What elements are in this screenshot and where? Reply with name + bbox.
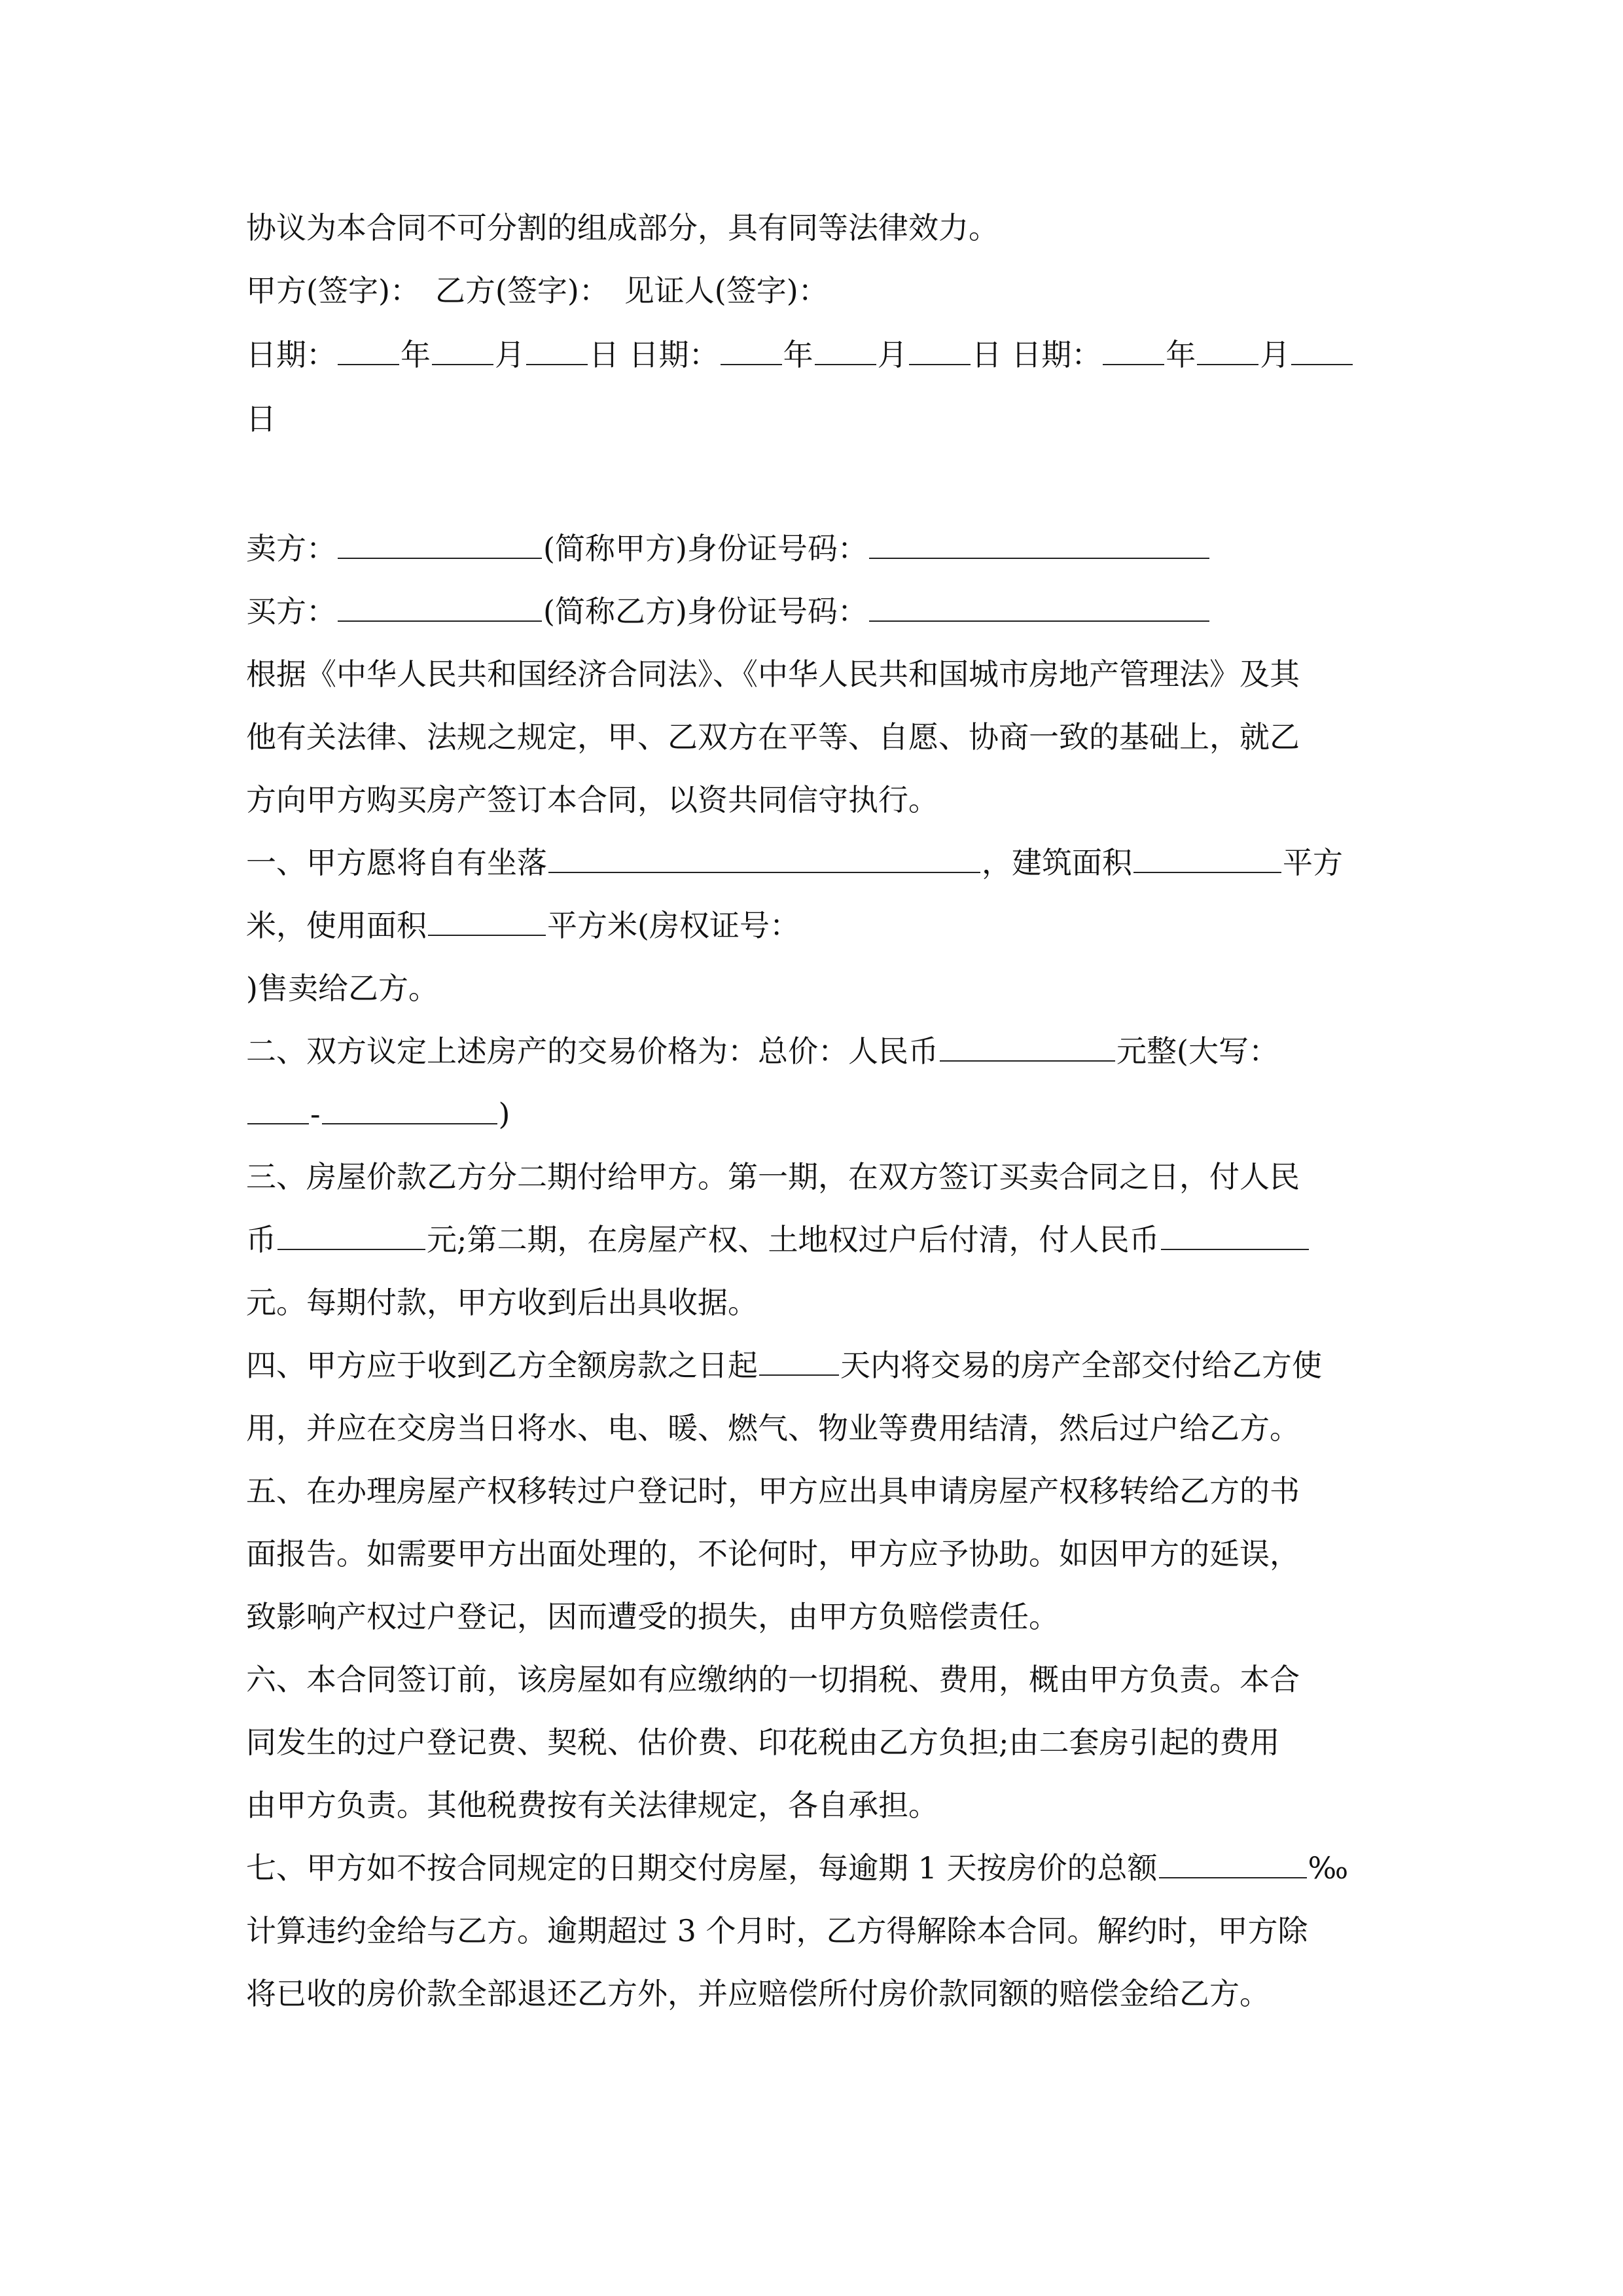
text: 日 [589,337,619,372]
text: ，建筑面积 [982,845,1132,880]
clause-7-line [246,1848,1348,1888]
text: 四、甲方应于收到乙方全额房款之日起 [246,1348,758,1383]
clause-4-line [246,1346,1322,1385]
text: 月 [495,337,525,372]
paragraph-line [246,780,938,819]
text: 同发生的过户登记费、契税、估价费、印花税由乙方负担;由二套房引起的费用 [246,1725,1280,1760]
text: ) [498,1096,510,1132]
text: 卖方： [246,531,336,566]
text: 三、房屋价款乙方分二期付给甲方。第一期，在双方签订买卖合同之日，付人民 [246,1159,1300,1194]
price-in-words-field[interactable] [322,1097,497,1124]
seller-name-field[interactable] [338,531,542,559]
clause-3-line [246,1157,1300,1196]
clause-3-line [246,1283,758,1322]
text: 五、在办理房屋产权移转过户登记时，甲方应出具申请房屋产权移转给乙方的书 [246,1473,1300,1509]
text: 米，使用面积 [246,908,427,943]
seller-line [246,529,1211,568]
text: 二、双方议定上述房产的交易价格为：总价：人民币 [246,1033,938,1069]
penalty-rate-field[interactable] [1159,1851,1307,1878]
text: 一、甲方愿将自有坐落 [246,845,547,880]
text: 他有关法律、法规之规定，甲、乙双方在平等、自愿、协商一致的基础上，就乙 [246,719,1300,755]
clause-7-line [246,1974,1270,2013]
text: (简称乙方)身份证号码： [543,594,868,629]
buyer-id-field[interactable] [869,594,1209,622]
text: 月 [1260,337,1291,372]
text: 面报告。如需要甲方出面处理的，不论何时，甲方应予协助。如因甲方的延误， [246,1536,1300,1571]
text: 币 [246,1222,276,1257]
signature-line [246,271,829,310]
first-payment-field[interactable] [277,1223,425,1250]
text: 方向甲方购买房产签订本合同，以资共同信守执行。 [246,782,938,817]
text: 天内将交易的房产全部交付给乙方使 [840,1348,1322,1383]
second-payment-field[interactable] [1161,1223,1309,1250]
blank-field[interactable] [338,338,399,365]
clause-2-line [246,1094,510,1134]
text: 甲方(签字)： 乙方(签字)： 见证人(签字)： [246,273,829,308]
blank-field[interactable] [432,338,493,365]
text: 六、本合同签订前，该房屋如有应缴纳的一切捐税、费用，概由甲方负责。本合 [246,1662,1300,1697]
text: 日 [971,337,1002,372]
clause-2-line [246,1031,1279,1071]
clause-6-line [246,1660,1300,1699]
clause-6-line [246,1723,1280,1762]
text: 元;第二期，在房屋产权、土地权过户后付清，付人民币 [427,1222,1160,1257]
buyer-line [246,592,1211,631]
text: )售卖给乙方。 [246,971,438,1006]
blank-field[interactable] [1197,338,1258,365]
blank-field[interactable] [1103,338,1164,365]
date-line [246,335,1354,374]
text: 由甲方负责。其他税费按有关法律规定，各自承担。 [246,1787,938,1823]
building-area-field[interactable] [1133,846,1281,873]
clause-1-line [246,906,800,945]
date-line-cont [246,399,276,439]
paragraph-line [246,655,1300,694]
seller-id-field[interactable] [869,531,1209,559]
buyer-name-field[interactable] [338,594,542,622]
text: (简称甲方)身份证号码： [543,531,868,566]
text: 元。每期付款，甲方收到后出具收据。 [246,1285,758,1320]
text: 七、甲方如不按合同规定的日期交付房屋，每逾期 1 天按房价的总额 [246,1850,1158,1886]
total-price-field[interactable] [940,1034,1115,1062]
text: 年 [783,337,813,372]
blank-field[interactable] [247,1097,309,1124]
clause-6-line [246,1785,938,1825]
clause-7-line [246,1911,1308,1950]
text: 根据《中华人民共和国经济合同法》、《中华人民共和国城市房地产管理法》及其 [246,656,1300,692]
days-field[interactable] [759,1348,839,1376]
clause-5-line [246,1597,1059,1636]
text: 买方： [246,594,336,629]
text: 日 [246,401,276,437]
text: 日期： [628,337,719,372]
clause-1-line [246,969,438,1008]
text: - [310,1096,321,1132]
paragraph-line [246,717,1300,757]
text: 月 [877,337,908,372]
text: 年 [401,337,431,372]
clause-5-line [246,1534,1300,1573]
text: 将已收的房价款全部退还乙方外，并应赔偿所付房价款同额的赔偿金给乙方。 [246,1976,1270,2011]
clause-4-line [246,1408,1300,1448]
clause-5-line [246,1471,1300,1511]
text: 平方 [1283,845,1343,880]
blank-field[interactable] [526,338,588,365]
text: 致影响产权过户登记，因而遭受的损失，由甲方负赔偿责任。 [246,1599,1059,1634]
usable-area-field[interactable] [428,908,546,936]
blank-field[interactable] [815,338,876,365]
clause-1-line [246,843,1343,882]
text: 日期： [246,337,336,372]
blank-field[interactable] [909,338,971,365]
text: 日期： [1011,337,1102,372]
clause-3-line [246,1220,1310,1259]
text: 用，并应在交房当日将水、电、暖、燃气、物业等费用结清，然后过户给乙方。 [246,1410,1300,1446]
text: 协议为本合同不可分割的组成部分，具有同等法律效力。 [246,210,999,245]
paragraph-line [246,208,999,247]
text: 计算违约金给与乙方。逾期超过 3 个月时，乙方得解除本合同。解约时，甲方除 [246,1913,1308,1948]
blank-field[interactable] [1291,338,1353,365]
text: 平方米(房权证号： [547,908,800,943]
blank-field[interactable] [721,338,782,365]
text: 年 [1166,337,1196,372]
text: ‰ [1308,1850,1349,1886]
text: 元整(大写： [1116,1033,1279,1069]
location-field[interactable] [548,846,980,873]
